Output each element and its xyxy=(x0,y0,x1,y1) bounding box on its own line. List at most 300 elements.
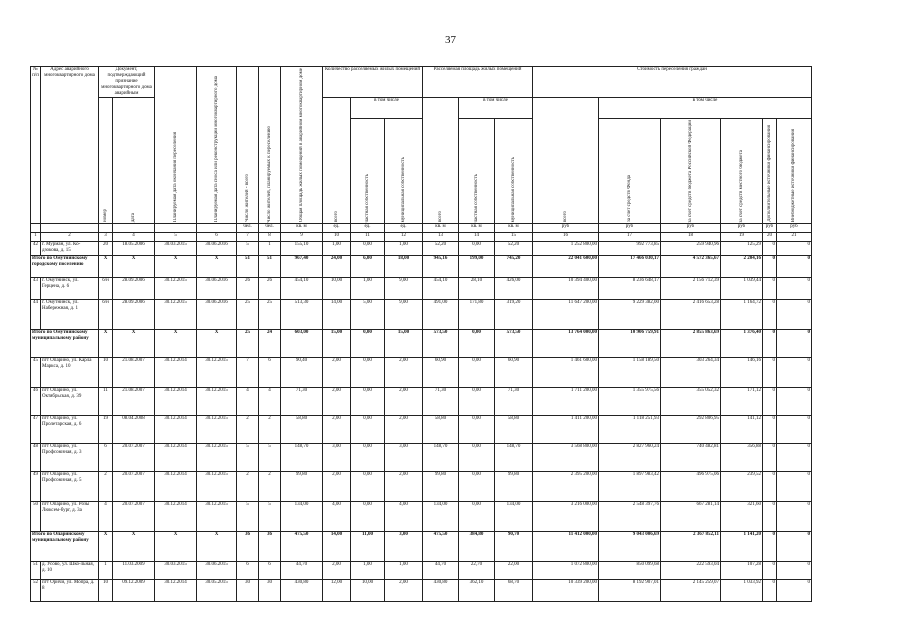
table-cell: 60,90 xyxy=(423,358,459,388)
table-cell: 49 xyxy=(31,472,41,502)
table-cell: 28,10 xyxy=(459,278,495,300)
header-document: Документ, подтверждающий признание многоквартирного дома аварийным xyxy=(99,67,155,98)
table-cell: 42 xyxy=(31,242,41,256)
table-cell: г. Мурман, ул. Ко-дзокова, д. 15 xyxy=(41,242,99,256)
table-cell: 0,00 xyxy=(459,444,495,472)
table-cell: пгт Опарино, ул. Пролетарская, д. 6 xyxy=(41,416,99,444)
table-cell: 2 xyxy=(99,472,113,502)
table-cell: 134,00 xyxy=(495,502,533,532)
table-cell: 107,28 xyxy=(721,562,763,580)
table-cell: 0,00 xyxy=(459,472,495,502)
table-cell: X xyxy=(155,330,197,358)
table-cell: 08.04.2008 xyxy=(113,416,155,444)
header-cost-local: за счет средств местного бюджета xyxy=(721,118,763,224)
table-cell: 0,00 xyxy=(351,502,385,532)
table-cell: 5 xyxy=(259,502,281,532)
table-cell: 30.12.2015 xyxy=(197,502,237,532)
unit-cell: кв. м xyxy=(459,224,495,233)
table-cell: 0 xyxy=(763,330,777,358)
header-residents-planned: Число жителей, планируемых к переселению xyxy=(259,67,281,224)
table-cell: 30.12.2014 xyxy=(155,472,197,502)
table-cell: 0 xyxy=(763,562,777,580)
table-cell: 1 158 189,50 xyxy=(599,358,661,388)
table-cell: 2 145 259,07 xyxy=(661,580,721,602)
table-cell: 0 xyxy=(777,416,812,444)
table-cell: 1 xyxy=(99,562,113,580)
table-cell: 21.08.2007 xyxy=(113,358,155,388)
table-cell: 1 164,72 xyxy=(721,300,763,330)
table-cell: 28.09.2006 xyxy=(113,300,155,330)
table-cell: 10 906 759,91 xyxy=(599,330,661,358)
table-cell: 20.07.2007 xyxy=(113,444,155,472)
header-demolition-date: Планируемая дата сноса или реконструкции многоквартирного дома xyxy=(197,67,237,224)
table-cell: 1,00 xyxy=(385,242,423,256)
table-cell: 0,00 xyxy=(351,358,385,388)
table-cell: 36 xyxy=(237,532,259,562)
table-cell: 36 xyxy=(259,532,281,562)
table-cell: 2 367 852,11 xyxy=(661,532,721,562)
table-cell: б/н xyxy=(99,300,113,330)
table-cell: 8 236 648,17 xyxy=(599,278,661,300)
header-doc-date: дата xyxy=(113,98,155,224)
table-cell: пгт Опарино, ул. Профсоюзная, д. 3 xyxy=(41,444,99,472)
column-number: 16 xyxy=(533,233,599,242)
table-cell: 26 xyxy=(259,278,281,300)
table-cell: 48 xyxy=(31,444,41,472)
table-cell: 71,30 xyxy=(281,388,323,416)
table-cell: 4 xyxy=(237,388,259,416)
table-cell: 2,00 xyxy=(385,416,423,444)
total-label: Итого по Опаринскому муниципальному району xyxy=(31,532,99,562)
unit-cell: руб xyxy=(763,224,777,233)
table-cell: 146,16 xyxy=(721,358,763,388)
table-cell: 0 xyxy=(763,358,777,388)
table-cell: 22,00 xyxy=(495,562,533,580)
table-cell: 25 xyxy=(237,300,259,330)
table-cell: 0 xyxy=(777,358,812,388)
column-number: 7 xyxy=(237,233,259,242)
table-cell: 199,00 xyxy=(459,256,495,278)
column-number: 20 xyxy=(763,233,777,242)
table-row xyxy=(31,502,812,532)
table-cell: 11,00 xyxy=(351,532,385,562)
table-cell: 491,00 xyxy=(423,300,459,330)
table-cell: 454,10 xyxy=(281,278,323,300)
table-cell: 10 339 200,00 xyxy=(533,580,599,602)
table-cell: 0 xyxy=(777,472,812,502)
table-cell: 430,80 xyxy=(281,580,323,602)
table-cell: 945,16 xyxy=(423,256,459,278)
table-cell: 454,10 xyxy=(423,278,459,300)
table-cell: 1 252 800,00 xyxy=(533,242,599,256)
table-cell: 292 806,95 xyxy=(661,416,721,444)
table-cell: 44 xyxy=(31,300,41,330)
table-cell: 5 xyxy=(237,242,259,256)
table-cell: 46 xyxy=(31,388,41,416)
table-cell: X xyxy=(113,330,155,358)
table-cell: 18,00 xyxy=(385,256,423,278)
column-number: 8 xyxy=(259,233,281,242)
table-cell: 30.12.2015 xyxy=(155,300,197,330)
table-cell: 12,00 xyxy=(323,580,351,602)
header-address: Адрес аварийного многоквартирного дома xyxy=(41,67,99,224)
table-cell: 1,00 xyxy=(351,278,385,300)
column-number: 4 xyxy=(113,233,155,242)
table-cell: 2,00 xyxy=(323,358,351,388)
table-cell: 1 711 200,00 xyxy=(533,388,599,416)
column-number: 17 xyxy=(599,233,661,242)
table-cell: 362,10 xyxy=(459,580,495,602)
table-cell: 52,20 xyxy=(495,242,533,256)
header-area-total: всего xyxy=(423,98,459,224)
table-cell: 30.03.2015 xyxy=(155,562,197,580)
table-cell: 1 039,44 xyxy=(721,278,763,300)
table-cell: 44,70 xyxy=(423,562,459,580)
column-number: 18 xyxy=(661,233,721,242)
table-cell: 0,00 xyxy=(459,388,495,416)
table-cell: 9 043 006,69 xyxy=(599,532,661,562)
table-cell: 134,00 xyxy=(281,502,323,532)
unit-cell: ед. xyxy=(385,224,423,233)
table-cell: 4 572 365,67 xyxy=(661,256,721,278)
table-cell: 10,00 xyxy=(323,278,351,300)
header-resettle-date: Планируемая дата окончания переселения xyxy=(155,67,197,224)
table-cell: 99,80 xyxy=(495,472,533,502)
table-cell: 14,00 xyxy=(323,300,351,330)
header-total-area: Общая площадь жилых помещений в аварийном многоквартирном доме xyxy=(281,67,323,224)
header-number: № п/п xyxy=(31,67,41,224)
unit-cell: руб xyxy=(721,224,763,233)
table-cell: 11.03.2009 xyxy=(113,562,155,580)
table-cell: 60,90 xyxy=(495,358,533,388)
unit-cell: чел. xyxy=(259,224,281,233)
table-cell: X xyxy=(197,330,237,358)
table-cell: 50 xyxy=(31,502,41,532)
table-cell: 1 897 983,42 xyxy=(599,472,661,502)
table-cell: 0 xyxy=(777,444,812,472)
table-cell: 4,00 xyxy=(323,502,351,532)
table-cell: 1 411 200,00 xyxy=(533,416,599,444)
table-cell: 19 xyxy=(99,416,113,444)
table-cell: 1 xyxy=(259,242,281,256)
header-cost: Стоимость переселения граждан xyxy=(533,67,812,98)
table-cell: 141,12 xyxy=(721,416,763,444)
unit-cell xyxy=(41,224,99,233)
table-cell: 2,00 xyxy=(323,416,351,444)
table-row xyxy=(31,580,812,602)
table-cell: 1,00 xyxy=(351,562,385,580)
table-cell: 3 568 800,00 xyxy=(533,444,599,472)
header-units-private: частная собственность xyxy=(351,118,385,224)
table-cell: г. Омутнинск, ул. Герцена, д. 6 xyxy=(41,278,99,300)
table-cell: 5,00 xyxy=(351,300,385,330)
table-cell: 9 229 382,00 xyxy=(599,300,661,330)
unit-cell: кв. м xyxy=(495,224,533,233)
table-cell: 30.06.2016 xyxy=(197,300,237,330)
header-units-total: всего xyxy=(323,98,351,224)
table-cell: 3 216 000,00 xyxy=(533,502,599,532)
table-cell: 2,00 xyxy=(385,388,423,416)
table-cell: X xyxy=(113,532,155,562)
table-cell: 384,80 xyxy=(459,532,495,562)
table-cell: 11 647 200,00 xyxy=(533,300,599,330)
table-cell: 0,00 xyxy=(351,330,385,358)
table-cell: 09.12.2009 xyxy=(113,580,155,602)
table-cell: 0 xyxy=(763,388,777,416)
table-cell: 0,00 xyxy=(459,358,495,388)
column-number: 21 xyxy=(777,233,812,242)
table-cell: 20 xyxy=(99,242,113,256)
table-cell: 5 xyxy=(259,444,281,472)
table-cell: 51 xyxy=(31,562,41,580)
table-cell: 30.06.2016 xyxy=(197,242,237,256)
table-cell: 28.09.2006 xyxy=(113,278,155,300)
table-cell: 21.08.2007 xyxy=(113,388,155,416)
table-cell: 850 099,68 xyxy=(599,562,661,580)
table-cell: 3,00 xyxy=(385,444,423,472)
table-cell: 11 xyxy=(99,388,113,416)
table-cell: 0 xyxy=(763,278,777,300)
table-cell: 17 466 030,17 xyxy=(599,256,661,278)
table-cell: пгт Оричи, ул. Мопра, д. 8 xyxy=(41,580,99,602)
table-cell: 475,50 xyxy=(281,532,323,562)
header-cost-federal: за счет средств бюджета Российской Федерации xyxy=(661,118,721,224)
table-cell: 22,70 xyxy=(459,562,495,580)
table-cell: 3,00 xyxy=(385,532,423,562)
table-cell: 58,80 xyxy=(495,416,533,444)
table-cell: 18.05.2006 xyxy=(113,242,155,256)
table-cell: 125,29 xyxy=(721,242,763,256)
table-cell: 1 033,92 xyxy=(721,580,763,602)
table-cell: 10 394 400,00 xyxy=(533,278,599,300)
table-cell: 58,80 xyxy=(423,416,459,444)
table-cell: 0 xyxy=(763,444,777,472)
table-cell: 0,00 xyxy=(459,242,495,256)
unit-cell: ед. xyxy=(351,224,385,233)
table-cell: 30.12.2015 xyxy=(197,472,237,502)
unit-cell: руб xyxy=(777,224,812,233)
header-resettled-area: Расселяемая площадь жилых помещений xyxy=(423,67,533,98)
table-cell: д. Усово, ул. Шко-льная, д. 10 xyxy=(41,562,99,580)
total-row xyxy=(31,330,812,358)
table-cell: 8 192 907,01 xyxy=(599,580,661,602)
table-cell: пгт Опарино, ул. Карла Маркса, д. 10 xyxy=(41,358,99,388)
table-cell: б/н xyxy=(99,278,113,300)
table-cell: 0,00 xyxy=(459,416,495,444)
table-cell: X xyxy=(155,256,197,278)
table-cell: 5 xyxy=(237,502,259,532)
table-cell: 1,00 xyxy=(323,242,351,256)
table-cell: 10 xyxy=(99,580,113,602)
table-cell: X xyxy=(113,256,155,278)
table-cell: 20.07.2007 xyxy=(113,502,155,532)
table-cell: X xyxy=(155,532,197,562)
table-cell: 30.12.2014 xyxy=(155,580,197,602)
table-cell: 30.05.2015 xyxy=(197,580,237,602)
table-cell: 0 xyxy=(777,532,812,562)
table-cell: 30.12.2014 xyxy=(155,444,197,472)
column-number: 1 xyxy=(31,233,41,242)
table-cell: 47 xyxy=(31,416,41,444)
table-cell: 99,80 xyxy=(423,472,459,502)
table-cell: 24,00 xyxy=(323,256,351,278)
column-number: 3 xyxy=(99,233,113,242)
table-cell: 0 xyxy=(777,256,812,278)
units-row xyxy=(31,224,812,233)
table-cell: 2 204,16 xyxy=(721,256,763,278)
unit-cell: чел. xyxy=(237,224,259,233)
table-cell: 52 xyxy=(31,580,41,602)
table-cell: 90,70 xyxy=(495,532,533,562)
table-cell: 0 xyxy=(763,502,777,532)
table-cell: 745,20 xyxy=(495,256,533,278)
table-cell: 52,20 xyxy=(423,242,459,256)
table-cell: 30.12.2015 xyxy=(197,416,237,444)
table-row xyxy=(31,416,812,444)
table-cell: 430,80 xyxy=(423,580,459,602)
page-number: 37 xyxy=(445,34,456,46)
table-cell: 1 376,40 xyxy=(721,330,763,358)
table-cell: 992 773,85 xyxy=(599,242,661,256)
table-cell: 22 041 600,00 xyxy=(533,256,599,278)
table-cell: 2 827 960,24 xyxy=(599,444,661,472)
table-cell: 0 xyxy=(763,532,777,562)
table-cell: 30.12.2015 xyxy=(155,278,197,300)
table-cell: 0 xyxy=(777,278,812,300)
table-cell: 2,00 xyxy=(385,472,423,502)
table-cell: 6,00 xyxy=(351,256,385,278)
table-cell: 0 xyxy=(763,580,777,602)
table-cell: 6 xyxy=(99,444,113,472)
table-cell: 7 xyxy=(237,358,259,388)
unit-cell: руб xyxy=(661,224,721,233)
table-cell: 2 xyxy=(259,416,281,444)
table-cell: 573,50 xyxy=(423,330,459,358)
table-cell: 134,00 xyxy=(423,502,459,532)
table-cell: 25 xyxy=(237,330,259,358)
header-doc-number: номер xyxy=(99,98,113,224)
table-cell: 15,00 xyxy=(385,330,423,358)
table-cell: 2 xyxy=(237,416,259,444)
table-cell: 475,50 xyxy=(423,532,459,562)
table-cell: 0 xyxy=(777,330,812,358)
header-units-incl: в том числе xyxy=(351,98,423,119)
table-cell: 13 764 000,00 xyxy=(533,330,599,358)
unit-cell: руб xyxy=(599,224,661,233)
table-cell: пгт Опарино, ул. Профсоюзная, д. 5 xyxy=(41,472,99,502)
column-number: 15 xyxy=(495,233,533,242)
column-number: 14 xyxy=(459,233,495,242)
table-cell: 0,00 xyxy=(459,330,495,358)
header-cost-incl: в том числе xyxy=(599,98,812,119)
table-cell: 0 xyxy=(763,256,777,278)
table-cell: 319,20 xyxy=(495,300,533,330)
column-number: 5 xyxy=(155,233,197,242)
table-cell: 667 281,14 xyxy=(661,502,721,532)
table-cell: 43 xyxy=(31,278,41,300)
table-cell: 2 xyxy=(237,472,259,502)
table-cell: 603,00 xyxy=(281,330,323,358)
table-cell: 14,00 xyxy=(323,532,351,562)
unit-cell xyxy=(155,224,197,233)
table-cell: 2,00 xyxy=(385,580,423,602)
table-cell: 2 548 397,76 xyxy=(599,502,661,532)
column-number: 10 xyxy=(323,233,351,242)
table-cell: 148,70 xyxy=(423,444,459,472)
header-cost-additional: Дополнительные источники финансирования xyxy=(763,118,777,224)
table-cell: 10 xyxy=(99,358,113,388)
table-cell: 426,00 xyxy=(495,278,533,300)
table-cell: 30 xyxy=(259,580,281,602)
header-cost-total: всего xyxy=(533,98,599,224)
table-cell: 45 xyxy=(31,358,41,388)
table-cell: 356,88 xyxy=(721,444,763,472)
header-cost-offbudget: Внебюджетные источники финансирования xyxy=(777,118,812,224)
table-cell: 155,10 xyxy=(281,242,323,256)
table-cell: X xyxy=(197,256,237,278)
table-cell: 11 412 000,00 xyxy=(533,532,599,562)
column-numbers-row xyxy=(31,233,812,242)
table-cell: 0 xyxy=(763,416,777,444)
header-area-incl: в том числе xyxy=(459,98,533,119)
table-cell: 0 xyxy=(763,242,777,256)
table-cell: 321,60 xyxy=(721,502,763,532)
header-units-municipal: муниципальная собственность xyxy=(385,118,423,224)
table-cell: 71,30 xyxy=(423,388,459,416)
table-cell: 259 940,96 xyxy=(661,242,721,256)
table-cell: 2,00 xyxy=(323,472,351,502)
unit-cell: руб xyxy=(533,224,599,233)
unit-cell: кв. м xyxy=(423,224,459,233)
table-row xyxy=(31,388,812,416)
table-cell: пгт Опарино, ул. Розы Люксем-бург, д. 3а xyxy=(41,502,99,532)
table-cell: 2 855 863,69 xyxy=(661,330,721,358)
table-cell: 0,00 xyxy=(459,502,495,532)
table-cell: X xyxy=(197,532,237,562)
table-cell: 2 156 712,39 xyxy=(661,278,721,300)
header-cost-fund: за счет средств Фонда xyxy=(599,118,661,224)
table-cell: 740 482,81 xyxy=(661,444,721,472)
table-cell: 6 xyxy=(237,562,259,580)
table-cell: 2 xyxy=(259,472,281,502)
header-units-count: Количество расселяемых жилых помещений xyxy=(323,67,423,98)
table-cell: 9,00 xyxy=(385,278,423,300)
table-row xyxy=(31,242,812,256)
table-cell: 71,30 xyxy=(495,388,533,416)
table-cell: 90,40 xyxy=(281,358,323,388)
column-number: 9 xyxy=(281,233,323,242)
table-cell: 0 xyxy=(777,242,812,256)
table-cell: 5 xyxy=(237,444,259,472)
table-row xyxy=(31,472,812,502)
table-cell: 68,70 xyxy=(495,580,533,602)
table-cell: 0,00 xyxy=(351,416,385,444)
column-number: 11 xyxy=(351,233,385,242)
table-cell: 0,00 xyxy=(351,444,385,472)
column-number: 12 xyxy=(385,233,423,242)
table-cell: 967,40 xyxy=(281,256,323,278)
table-cell: 3,00 xyxy=(323,444,351,472)
table-cell: X xyxy=(99,532,113,562)
table-cell: 26 xyxy=(237,278,259,300)
table-cell: 171,80 xyxy=(459,300,495,330)
table-cell: 30.12.2014 xyxy=(155,502,197,532)
table-cell: 2 416 653,28 xyxy=(661,300,721,330)
total-row xyxy=(31,256,812,278)
table-cell: 30 xyxy=(237,580,259,602)
table-cell: 303 264,34 xyxy=(661,358,721,388)
column-number: 2 xyxy=(41,233,99,242)
